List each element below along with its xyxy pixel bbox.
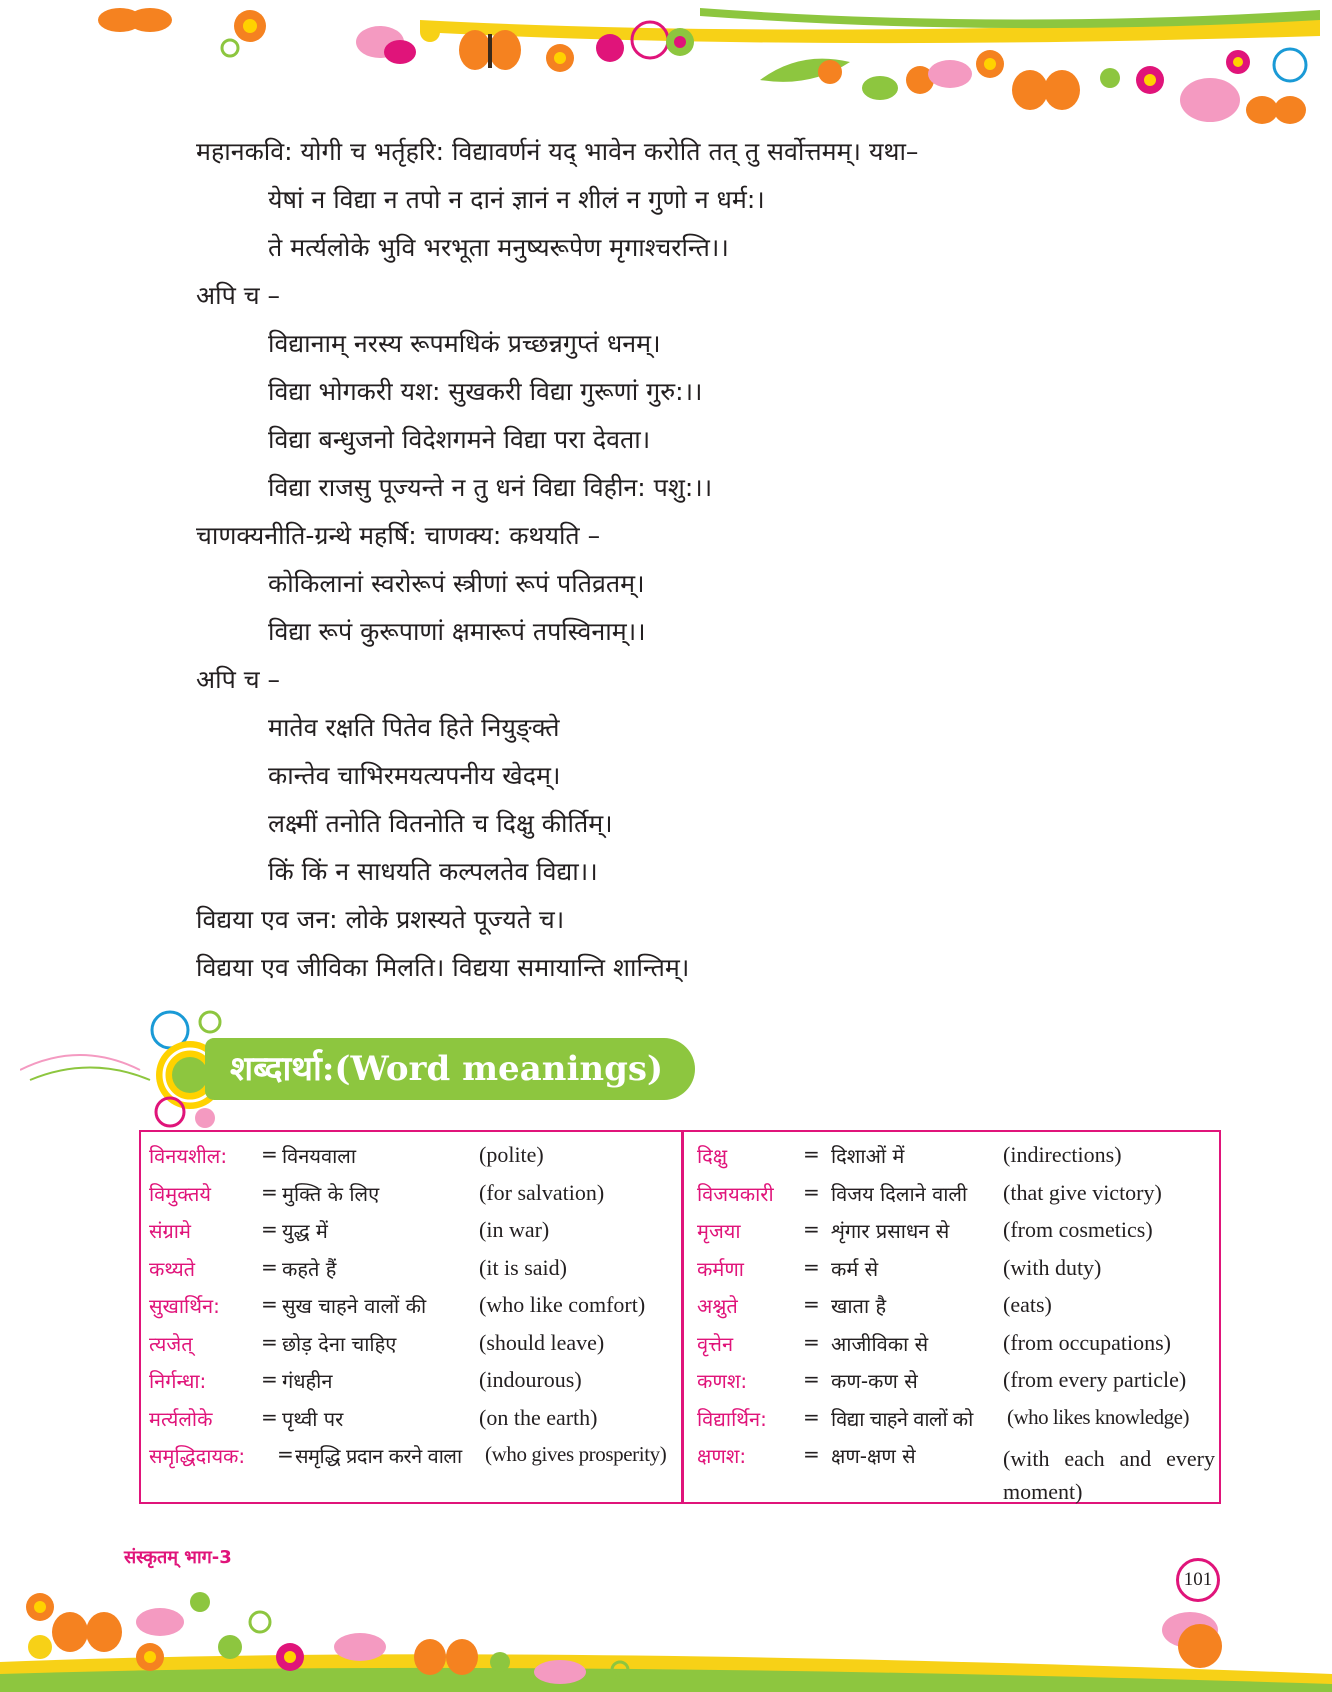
page-number: 101 — [1176, 1558, 1220, 1602]
english-meaning: (from cosmetics) — [1003, 1217, 1153, 1242]
text-line: चाणक्यनीति-ग्रन्थे महर्षि: चाणक्य: कथयति – — [196, 521, 601, 550]
english-meaning: (on the earth) — [479, 1404, 598, 1430]
hindi-meaning: क्षण-क्षण से — [831, 1444, 916, 1468]
table-row — [149, 1442, 679, 1480]
butterfly-icon — [1012, 70, 1080, 110]
heading-title: शब्दार्था:(Word meanings) — [230, 1049, 664, 1089]
sanskrit-word: विजयकारी — [697, 1181, 774, 1206]
equals-sign: = — [261, 1254, 278, 1279]
table-row — [697, 1367, 1217, 1405]
flower-icon — [234, 10, 266, 42]
table-row — [149, 1180, 679, 1218]
bottom-floral-border — [0, 1562, 1332, 1692]
hindi-meaning: कर्म से — [831, 1256, 879, 1281]
hindi-meaning: विद्या चाहने वालों को — [831, 1406, 973, 1431]
sanskrit-word: मर्त्यलोके — [149, 1406, 213, 1431]
text-line: महानकवि: योगी च भर्तृहरि: विद्यावर्णनं यद् भावेन करोति तत् तु सर्वोत्तमम्। यथा– — [196, 137, 919, 166]
english-meaning: (that give victory) — [1003, 1179, 1162, 1205]
hindi-meaning: सुख चाहने वालों की — [282, 1294, 427, 1318]
sanskrit-word: दिक्षु — [697, 1144, 728, 1168]
english-meaning: (with each and every moment) — [1003, 1446, 1215, 1504]
sanskrit-word: कर्मणा — [697, 1256, 744, 1281]
hindi-meaning: पृथ्वी पर — [282, 1406, 344, 1431]
verse-line: विद्या बन्धुजनो विदेशगमने विद्या परा देवता। — [268, 425, 651, 454]
hindi-meaning: कण-कण से — [831, 1369, 918, 1393]
sanskrit-word: संग्रामे — [149, 1219, 191, 1243]
english-meaning: (polite) — [479, 1142, 544, 1167]
equals-sign: = — [261, 1404, 278, 1429]
equals-sign: = — [803, 1442, 820, 1466]
verse-line: विद्यानाम् नरस्य रूपमधिकं प्रच्छन्नगुप्तं धनम्। — [268, 329, 661, 358]
sanskrit-word: विमुक्तये — [149, 1181, 211, 1206]
verse-line: विद्या भोगकरी यश: सुखकरी विद्या गुरूणां गुरु:।। — [268, 377, 703, 406]
english-meaning: (who likes knowledge) — [1007, 1404, 1189, 1429]
verse-line: विद्या राजसु पूज्यन्ते न तु धनं विद्या विहीन: पशु:।। — [268, 473, 713, 502]
text-line: अपि च – — [196, 281, 281, 310]
verse-line: ते मर्त्यलोके भुवि भरभूता मनुष्यरूपेण मृगाश्चरन्ति।। — [268, 233, 729, 262]
hindi-meaning: समृद्धि प्रदान करने वाला — [295, 1444, 462, 1468]
table-row — [697, 1180, 1217, 1218]
butterfly-icon — [98, 8, 172, 32]
sanskrit-word: कणश: — [697, 1369, 748, 1393]
english-meaning: (should leave) — [479, 1329, 605, 1355]
verse-line: कोकिलानां स्वरोरूपं स्त्रीणां रूपं पतिव्रतम्। — [268, 569, 645, 598]
table-row — [149, 1330, 679, 1368]
word-meanings-table — [139, 1130, 1221, 1504]
equals-sign: = — [803, 1292, 820, 1316]
equals-sign: = — [277, 1442, 294, 1466]
hindi-meaning: गंधहीन — [282, 1369, 333, 1393]
verse-line: लक्ष्मीं तनोति वितनोति च दिक्षु कीर्तिम्। — [268, 809, 613, 838]
left-column — [149, 1142, 679, 1480]
table-row — [149, 1217, 679, 1255]
equals-sign: = — [261, 1179, 278, 1204]
main-text — [196, 128, 1196, 992]
verse-line: किं किं न साधयति कल्पलतेव विद्या।। — [268, 857, 598, 886]
hindi-meaning: मुक्ति के लिए — [282, 1181, 380, 1206]
hindi-meaning: छोड़ देना चाहिए — [282, 1331, 397, 1356]
equals-sign: = — [803, 1329, 820, 1354]
sanskrit-word: समृद्धिदायक: — [149, 1444, 246, 1468]
table-row — [697, 1142, 1217, 1180]
table-row — [149, 1405, 679, 1443]
text-line: अपि च – — [196, 665, 281, 694]
equals-sign: = — [261, 1217, 278, 1241]
sanskrit-word: त्यजेत् — [149, 1331, 193, 1356]
table-row — [697, 1330, 1217, 1368]
hindi-meaning: युद्ध में — [282, 1219, 328, 1243]
hindi-meaning: विजय दिलाने वाली — [831, 1181, 968, 1206]
sanskrit-word: निर्गन्धा: — [149, 1369, 207, 1393]
sanskrit-word: विनयशील: — [149, 1144, 228, 1168]
equals-sign: = — [803, 1367, 820, 1391]
word-meanings-heading — [20, 1000, 700, 1130]
hindi-meaning: आजीविका से — [831, 1331, 929, 1356]
equals-sign: = — [261, 1329, 278, 1354]
english-meaning: (in war) — [479, 1217, 550, 1242]
column-divider — [681, 1132, 684, 1502]
hindi-meaning: खाता है — [831, 1294, 887, 1318]
table-row — [149, 1367, 679, 1405]
butterfly-icon — [52, 1612, 122, 1652]
hindi-meaning: शृंगार प्रसाधन से — [831, 1219, 950, 1243]
equals-sign: = — [803, 1404, 820, 1429]
table-row — [697, 1292, 1217, 1330]
flower-icon — [26, 1593, 54, 1621]
sanskrit-word: क्षणश: — [697, 1444, 747, 1468]
sanskrit-word: वृत्तेन — [697, 1331, 734, 1356]
table-row — [149, 1142, 679, 1180]
top-floral-border — [0, 0, 1332, 125]
equals-sign: = — [803, 1217, 820, 1241]
english-meaning: (indourous) — [479, 1367, 582, 1392]
text-line: विद्यया एव जीविका मिलति। विद्यया समायान्ति शान्तिम्। — [196, 953, 690, 982]
english-meaning: (who gives prosperity) — [485, 1442, 667, 1466]
table-row — [149, 1292, 679, 1330]
sanskrit-word: अश्नुते — [697, 1294, 738, 1318]
english-meaning: (indirections) — [1003, 1142, 1122, 1167]
equals-sign: = — [803, 1179, 820, 1204]
sanskrit-word: कथ्यते — [149, 1256, 196, 1281]
right-column — [697, 1142, 1217, 1504]
butterfly-icon — [1246, 96, 1306, 124]
table-row — [697, 1442, 1217, 1504]
english-meaning: (for salvation) — [479, 1179, 605, 1205]
equals-sign: = — [261, 1142, 278, 1166]
verse-line: विद्या रूपं कुरूपाणां क्षमारूपं तपस्विनाम्।। — [268, 617, 646, 646]
sanskrit-word: विद्यार्थिन: — [697, 1406, 767, 1431]
table-row — [697, 1217, 1217, 1255]
hindi-meaning: कहते हैं — [282, 1256, 337, 1281]
equals-sign: = — [803, 1254, 820, 1279]
hindi-meaning: दिशाओं में — [831, 1144, 905, 1168]
sanskrit-word: मृजया — [697, 1219, 741, 1243]
english-meaning: (it is said) — [479, 1254, 567, 1280]
english-meaning: (eats) — [1003, 1292, 1052, 1317]
verse-line: मातेव रक्षति पितेव हिते नियुङ्क्ते — [268, 713, 560, 742]
english-meaning: (from every particle) — [1003, 1367, 1187, 1392]
hindi-meaning: विनयवाला — [282, 1144, 357, 1168]
table-row — [149, 1255, 679, 1293]
english-meaning: (with duty) — [1003, 1254, 1102, 1280]
equals-sign: = — [261, 1367, 278, 1391]
table-row — [697, 1405, 1217, 1443]
equals-sign: = — [803, 1142, 820, 1166]
sanskrit-word: सुखार्थिन: — [149, 1294, 220, 1318]
verse-line: येषां न विद्या न तपो न दानं ज्ञानं न शीलं न गुणो न धर्म:। — [268, 185, 765, 214]
equals-sign: = — [261, 1292, 278, 1316]
book-title: संस्कृतम् भाग-3 — [124, 1547, 232, 1568]
verse-line: कान्तेव चाभिरमयत्यपनीय खेदम्। — [268, 761, 561, 790]
butterfly-icon — [459, 30, 521, 70]
english-meaning: (from occupations) — [1003, 1329, 1171, 1355]
text-line: विद्यया एव जन: लोके प्रशस्यते पूज्यते च। — [196, 905, 565, 934]
table-row — [697, 1255, 1217, 1293]
english-meaning: (who like comfort) — [479, 1292, 646, 1317]
